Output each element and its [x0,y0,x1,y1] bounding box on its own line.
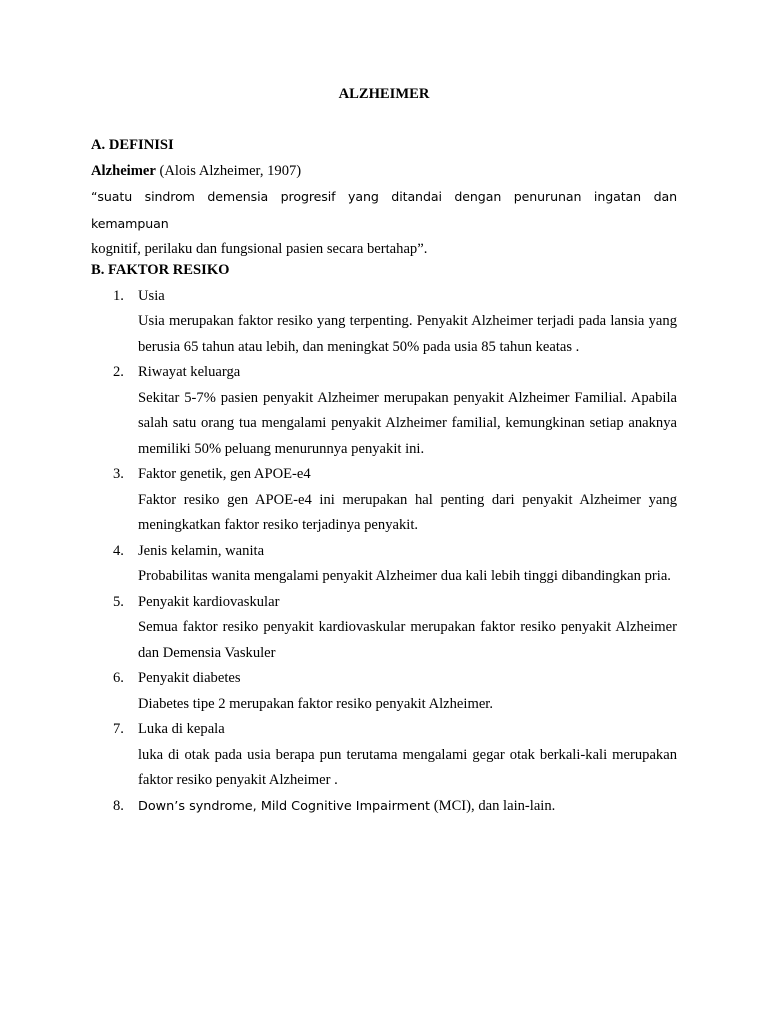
list-number: 4. [113,542,124,559]
list-item [91,539,677,590]
section-heading-faktor: B. FAKTOR RESIKO [91,262,230,278]
factor-description: Sekitar 5-7% pasien penyakit Alzheimer merupakan penyakit Alzheimer Familial. Apabila salah satu orang tua mengalami penyakit Alzheimer familial, kemungkinan setiap anaknya memiliki 50% peluang menurunnya penyakit ini. [138,389,677,457]
list-number: 3. [113,466,124,482]
factor-title-part1: Down’s syndrome, Mild Cognitive Impairment [138,798,431,814]
list-number: 7. [113,721,124,737]
list-item [91,590,677,667]
section-definisi [91,133,677,263]
list-item [91,794,677,820]
list-number: 2. [113,364,124,380]
factor-title-part2: (MCI), dan lain-lain. [430,797,556,814]
factor-title: Faktor genetik, gen APOE-e4 [138,466,311,482]
definition-term-line [91,159,677,185]
factor-title: Penyakit kardiovaskular [138,593,280,610]
factor-description: Faktor resiko gen APOE-e4 ini merupakan hal penting dari penyakit Alzheimer yang meningkatkan faktor resiko terjadinya penyakit. [138,491,677,533]
factor-title: Riwayat keluarga [138,364,241,380]
definition-quote-part2: kognitif, perilaku dan fungsional pasien secara bertahap”. [91,241,428,257]
factor-title: Penyakit diabetes [138,670,241,686]
factor-title: Luka di kepala [138,721,225,737]
list-item [91,462,677,539]
list-item [91,666,677,717]
section-heading-definisi: A. DEFINISI [91,137,174,153]
list-number: 8. [113,797,124,814]
list-item [91,360,677,462]
factor-description: Semua faktor resiko penyakit kardiovaskular merupakan faktor resiko penyakit Alzheimer dan Demensia Vaskuler [138,619,677,661]
list-number: 1. [113,287,124,304]
risk-factor-list [91,284,677,820]
section-faktor-resiko [91,258,677,819]
factor-title: Usia [138,287,165,304]
factor-description: Usia merupakan faktor resiko yang terpenting. Penyakit Alzheimer terjadi pada lansia yang berusia 65 tahun atau lebih, dan meningkat 50% pada usia 85 tahun keatas . [138,313,677,355]
factor-description: Diabetes tipe 2 merupakan faktor resiko penyakit Alzheimer. [138,695,493,712]
definition-quote-part1: “suatu sindrom demensia progresif yang ditandai dengan penurunan ingatan dan kemampuan [91,189,677,231]
definition-quote [91,184,677,263]
definition-source: (Alois Alzheimer, 1907) [155,162,302,179]
factor-description: Probabilitas wanita mengalami penyakit Alzheimer dua kali lebih tinggi dibandingkan pria. [138,568,671,584]
definition-term: Alzheimer [91,162,156,179]
factor-title: Jenis kelamin, wanita [138,542,265,559]
document-title: ALZHEIMER [338,86,430,102]
list-item [91,717,677,794]
factor-description: luka di otak pada usia berapa pun terutama mengalami gegar otak berkali-kali merupakan faktor resiko penyakit Alzheimer . [138,746,677,788]
list-number: 5. [113,593,124,610]
list-item [91,284,677,361]
list-number: 6. [113,670,124,686]
